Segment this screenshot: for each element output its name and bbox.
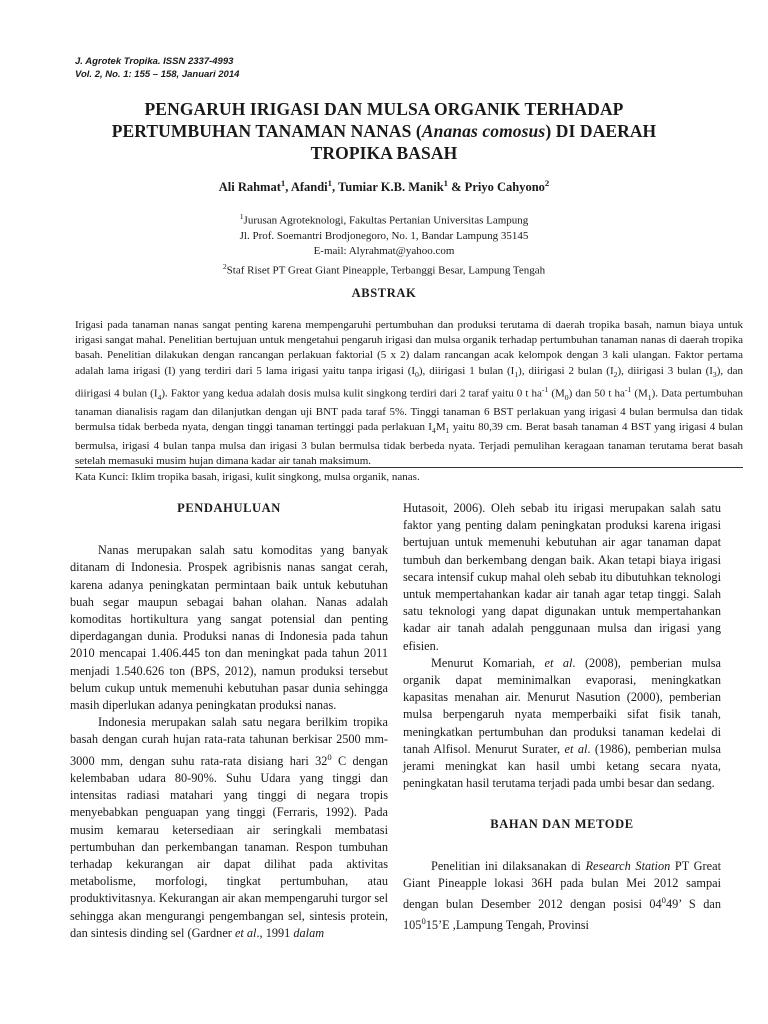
title-line-1: PENGARUH IRIGASI DAN MULSA ORGANIK TERHADAP xyxy=(144,99,624,119)
abstract-text: Irigasi pada tanaman nanas sangat penting karena mempengaruhi pertumbuhan dan produksi terutama di daerah tropika basah, namun biaya untuk irigasi sangat mahal. Penelitian bertujuan untuk mengetahui pengaruh irigasi dan mulsa organik terhadap pertumbuhan tanaman nanas di daerah tropika basah. Penelitian dilakukan dengan rancangan perlakuan faktorial (5 x 2) dalam rancangan acak kelompok dengan 3 kali ulangan. Faktor pertama adalah lama irigasi (I) yang terdiri dari 5 lama irigasi yaitu tanpa irigasi $(I_0)$, diirigasi 1 bulan $(I_1)$, diirigasi 2 bulan $(I_2)$, diirigasi 3 bulan $(I_3)$, dan diirigasi 4 bulan $(I_4)$. Faktor yang kedua adalah dosis mulsa kulit singkong terdiri dari 2 taraf yaitu 0 t $ha^{-1}$ $(M_0)$ dan 50 t $ha^{-1}$ $(M_1)$. Data pertumbuhan tanaman dianalisis ragam dan dilanjutkan dengan uji BNT pada taraf 5%. Tinggi tanaman 6 BST perlakuan yang irigasi 4 bulan bermulsa dan tidak bermulsa tidak berbeda nyata, dengan tinggi tanaman tertinggi pada perlakuan $I_4M_1$ yaitu 80,39 cm. Berat basah tanaman 4 BST yang irigasi 4 bulan bermulsa, irigasi 4 bulan tanpa mulsa dan irigasi 3 bulan bermulsa tidak berbeda nyata. Terjadi pemulihan keragaan tanaman terutama berat basah setelah memasuki musim hujan dimana kadar air tanah maksimum. xyxy=(75,319,743,467)
paragraph: Nanas merupakan salah satu komoditas yang banyak ditanam di Indonesia. Prospek agribisnis nanas sangat cerah, karena adanya peningkatan permintaan baik untuk kebutuhan buah segar maupun sebagai bahan olahan. Nanas adalah komoditas hortikultura yang sangat potensial dan penting diperdagangan dunia. Produksi nanas di Indonesia pada tahun 2010 mencapai 1.406.445 ton dan meningkat pada tahun 2011 menjadi 1.540.626 ton (BPS, 2012), namun produksi tersebut belum cukup untuk memenuhi kebutuhan pasar dunia sehingga masih diperlukan adanya peningkatan produksi nanas. xyxy=(70,543,388,713)
left-column xyxy=(70,500,388,942)
paper-title xyxy=(60,98,708,164)
journal-header xyxy=(75,55,239,81)
affiliation-2: $^2$Staf Riset PT Great Giant Pineapple, Terbanggi Besar, Lampung Tengah xyxy=(222,261,546,277)
title-line-3: TROPIKA BASAH xyxy=(310,143,458,163)
journal-volume: Vol. 2, No. 1: 155 – 158, Januari 2014 xyxy=(75,69,240,80)
paragraph: Indonesia merupakan salah satu negara berilkim tropika basah dengan curah hujan rata-rata tahunan berkisar 2500 mm- 3000 mm, dengan suhu rata-rata disiang hari $32^0$ C dengan kelembaban udara 80-90%. Suhu Udara yang tinggi dan intensitas radiasi matahari yang tinggi di negara tropis menyebabkan penguapan yang tinggi (Ferraris, 1992). Pada musim kemarau ketersediaan air seringkali membatasi pertumbuhan dan perkembangan tanaman. Respon tumbuhan terhadap kekurangan air dapat dilihat pada aktivitas metabolisme, morfologi, tingkat pertumbuhan, atau produktivitasnya. Kekurangan air akan mempengaruhi turgor sel sehingga akan mengurangi pengembangan sel, sintesis protein, dan sintesis dinding sel (Gardner et al., 1991 dalam xyxy=(70,715,388,940)
abstract-divider xyxy=(75,467,743,468)
right-column xyxy=(403,500,721,935)
section-heading-pendahuluan: PENDAHULUAN xyxy=(177,501,281,515)
paragraph: Hutasoit, 2006). Oleh sebab itu irigasi merupakan salah satu faktor yang penting dalam peningkatan produksi karena irigasi bertujuan untuk memenuhi kebutuhan air agar tanaman dapat tumbuh dan berkembang dengan baik. Akan tetapi biaya irigasi secara intensif cukup mahal oleh sebab itu dibutuhkan teknologi untuk mempertahankan kadar air tanah agar tetap tinggi. Salah satu teknologi yang dapat digunakan untuk mempertahankan kadar air tanah adalah penggunaan mulsa dan irigasi yang efisien. xyxy=(403,501,721,653)
affiliations xyxy=(60,209,708,278)
species-name: Ananas comosus xyxy=(421,121,546,141)
affiliation-email: E-mail: Alyrahmat@yahoo.com xyxy=(313,244,455,257)
affiliation-1: $^1$Jurusan Agroteknologi, Fakultas Pertanian Universitas Lampung xyxy=(239,212,529,227)
abstract-heading: ABSTRAK xyxy=(351,286,417,300)
author-list: Ali Rahmat$^1$, Afandi$^1$, Tumiar K.B. Manik$^1$ & Priyo Cahyono$^2$ xyxy=(218,178,550,195)
affiliation-address: Jl. Prof. Soemantri Brodjonegoro, No. 1, Bandar Lampung 35145 xyxy=(239,229,529,242)
paragraph: Penelitian ini dilaksanakan di Research Station PT Great Giant Pineapple lokasi 36H pada bulan Mei 2012 sampai dengan bulan Desember 2012 dengan posisi $04^049$’ S dan $105^015’E$ ,Lampung Tengah, Provinsi xyxy=(403,858,721,933)
keywords: Kata Kunci: Iklim tropika basah, irigasi, kulit singkong, mulsa organik, nanas. xyxy=(75,471,420,483)
abstract-body xyxy=(75,318,743,469)
journal-issn: J. Agrotek Tropika. ISSN 2337-4993 xyxy=(75,56,234,67)
title-line-2: PERTUMBUHAN TANAMAN NANAS (Ananas comosus) DI DAERAH xyxy=(111,121,657,141)
section-heading-metode: BAHAN DAN METODE xyxy=(490,817,634,832)
paragraph: Menurut Komariah, et al. (2008), pemberian mulsa organik dapat meminimalkan evaporasi, meningkatkan kapasitas menahan air. Menurut Nasution (2000), pemberian mulsa berpengaruh nyata memperbaiki sifat fisik tanah, meningkatkan pertumbuhan dan produksi tanaman kedelai di tanah Alfisol. Menurut Surater, et al. (1986), pemberian mulsa jerami meningkat kan hasil umbi ketang secara nyata, peningkatan hasil terutama terjadi pada umbi besar dan sedang. xyxy=(403,655,721,791)
